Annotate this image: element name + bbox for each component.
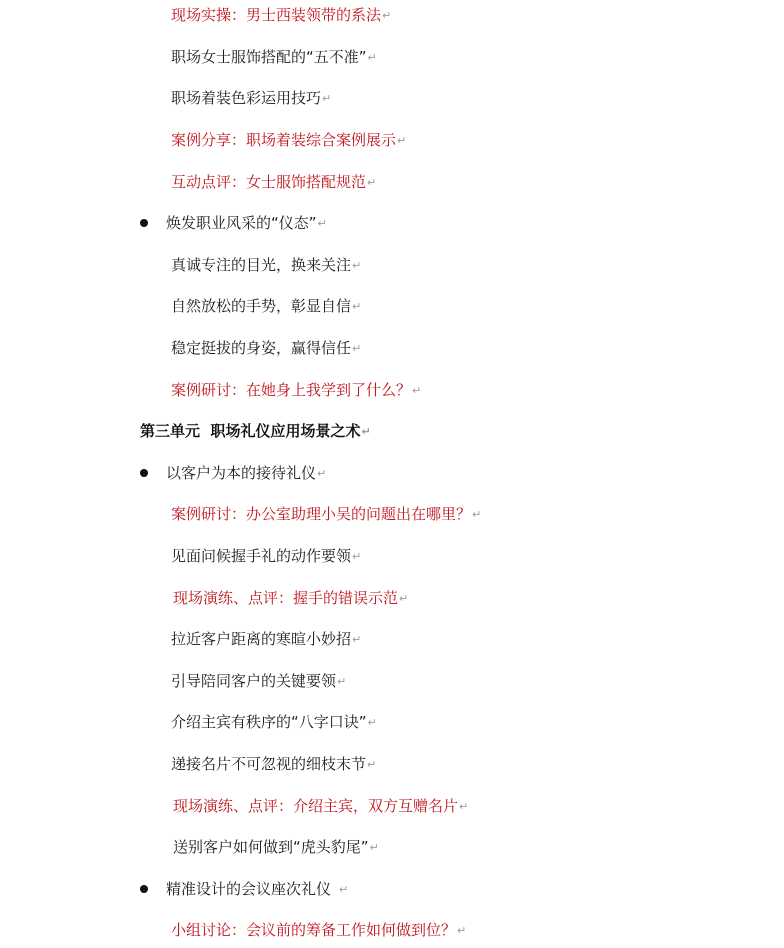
paragraph-mark-icon: ↵ xyxy=(361,424,371,438)
paragraph-mark-icon: ↵ xyxy=(367,715,377,729)
paragraph-mark-icon: ↵ xyxy=(412,383,422,397)
line-text: 案例研讨：在她身上我学到了什么？ xyxy=(171,381,412,399)
paragraph-mark-icon: ↵ xyxy=(352,258,362,272)
paragraph-mark-icon: ↵ xyxy=(352,632,362,646)
line-text: 案例分享：职场着装综合案例展示 xyxy=(171,131,397,149)
bullet-dot-icon xyxy=(140,885,148,893)
item-case-sharing xyxy=(171,130,406,150)
item-gestures xyxy=(171,296,361,316)
paragraph-mark-icon: ↵ xyxy=(459,799,469,813)
item-handshake xyxy=(171,546,361,566)
item-color-skills xyxy=(171,88,331,108)
line-text: 职场女士服饰搭配的“五不准” xyxy=(171,48,367,66)
paragraph-mark-icon: ↵ xyxy=(457,923,467,937)
paragraph-mark-icon: ↵ xyxy=(399,591,409,605)
item-business-cards xyxy=(171,754,376,774)
line-text: 案例研讨：办公室助理小吴的问题出在哪里？ xyxy=(171,505,472,523)
item-case-study-her xyxy=(171,380,421,400)
line-text: 焕发职业风采的“仪态” xyxy=(166,214,317,232)
paragraph-mark-icon: ↵ xyxy=(367,175,377,189)
item-women-five-nots xyxy=(171,47,377,67)
bullet-dot-icon xyxy=(140,219,148,227)
paragraph-mark-icon: ↵ xyxy=(317,466,327,480)
paragraph-mark-icon: ↵ xyxy=(369,840,379,854)
line-text: 稳定挺拔的身姿，赢得信任 xyxy=(171,339,352,357)
item-group-discussion xyxy=(171,920,466,940)
item-case-study-assistant xyxy=(171,504,481,524)
section-heading-unit-three xyxy=(140,421,371,441)
item-tie-practice xyxy=(171,5,391,25)
item-farewell xyxy=(173,837,379,857)
paragraph-mark-icon: ↵ xyxy=(352,549,362,563)
paragraph-mark-icon: ↵ xyxy=(367,757,377,771)
item-handshake-drill xyxy=(173,588,408,608)
line-text: 以客户为本的接待礼仪 xyxy=(166,464,317,482)
bullet-posture xyxy=(140,213,327,233)
item-introductions xyxy=(171,712,377,732)
paragraph-mark-icon: ↵ xyxy=(367,50,377,64)
paragraph-mark-icon: ↵ xyxy=(382,8,392,22)
line-text: 见面问候握手礼的动作要领 xyxy=(171,547,352,565)
paragraph-mark-icon: ↵ xyxy=(397,133,407,147)
line-text: 现场实操：男士西装领带的系法 xyxy=(171,6,382,24)
line-text: 引导陪同客户的关键要领 xyxy=(171,672,337,690)
line-text: 小组讨论：会议前的筹备工作如何做到位？ xyxy=(171,921,457,939)
item-guiding xyxy=(171,671,346,691)
bullet-meeting-seating xyxy=(140,879,348,899)
paragraph-mark-icon: ↵ xyxy=(472,507,482,521)
paragraph-mark-icon: ↵ xyxy=(339,882,349,896)
item-eye-contact xyxy=(171,255,361,275)
bullet-reception xyxy=(140,463,326,483)
line-text: 介绍主宾有秩序的“八字口诀” xyxy=(171,713,367,731)
item-stance xyxy=(171,338,361,358)
line-text: 自然放松的手势，彰显自信 xyxy=(171,297,352,315)
paragraph-mark-icon: ↵ xyxy=(337,674,347,688)
line-text: 真诚专注的目光，换来关注 xyxy=(171,256,352,274)
line-text: 送别客户如何做到“虎头豹尾” xyxy=(173,838,369,856)
paragraph-mark-icon: ↵ xyxy=(352,341,362,355)
line-text: 递接名片不可忽视的细枝末节 xyxy=(171,755,367,773)
paragraph-mark-icon: ↵ xyxy=(322,91,332,105)
line-text: 精准设计的会议座次礼仪 xyxy=(166,880,332,898)
item-small-talk xyxy=(171,629,361,649)
line-text: 职场着装色彩运用技巧 xyxy=(171,89,322,107)
paragraph-mark-icon: ↵ xyxy=(317,216,327,230)
bullet-dot-icon xyxy=(140,469,148,477)
line-text: 现场演练、点评：介绍主宾，双方互赠名片 xyxy=(173,797,459,815)
line-text: 互动点评：女士服饰搭配规范 xyxy=(171,173,367,191)
heading-text: 第三单元 职场礼仪应用场景之术 xyxy=(140,422,361,440)
line-text: 现场演练、点评：握手的错误示范 xyxy=(173,589,399,607)
item-interactive-review xyxy=(171,172,376,192)
paragraph-mark-icon: ↵ xyxy=(352,299,362,313)
item-cards-drill xyxy=(173,796,468,816)
line-text: 拉近客户距离的寒暄小妙招 xyxy=(171,630,352,648)
